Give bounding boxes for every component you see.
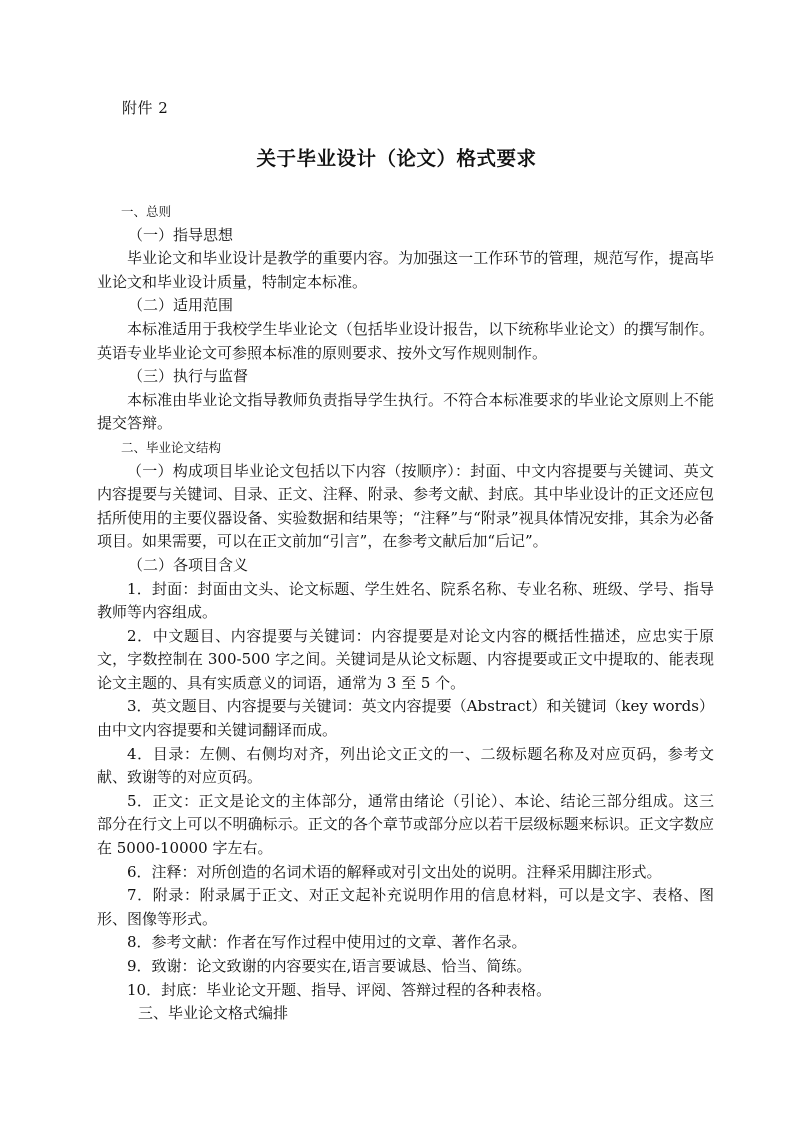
paragraph-guiding-idea: 毕业论文和毕业设计是教学的重要内容。为加强这一工作环节的管理，规范写作，提高毕业论文和毕业设计质量，特制定本标准。 bbox=[97, 249, 714, 291]
list-item: 6．注释：对所创造的名词术语的解释或对引文出处的说明。注释采用脚注形式。 bbox=[127, 862, 662, 881]
subheading-guiding-idea: （一）指导思想 bbox=[128, 225, 234, 244]
list-item: 4．目录：左侧、右侧均对齐，列出论文正文的一、二级标题名称及对应页码，参考文献、致谢等的对应页码。 bbox=[97, 744, 714, 787]
list-item: 9．致谢：论文致谢的内容要实在,语言要诚恳、恰当、简练。 bbox=[127, 957, 532, 975]
subheading-scope: （二）适用范围 bbox=[128, 296, 234, 315]
paragraph-supervision: 本标准由毕业论文指导教师负责指导学生执行。不符合本标准要求的毕业论文原则上不能提交答辩。 bbox=[97, 390, 714, 433]
section-heading-format: 三、毕业论文格式编排 bbox=[138, 1004, 289, 1023]
list-item: 2．中文题目、内容提要与关键词：内容提要是对论文内容的概括性描述，应忠实于原文，字数控制在 300-500 字之间。关键词是从论文标题、内容提要或正文中提取的、能表现论文主题的、具有实质意义的词语，通常为 3 至 5 个。 bbox=[97, 626, 714, 692]
subheading-item-meanings: （二）各项目含义 bbox=[128, 555, 249, 574]
section-heading-structure: 二、毕业论文结构 bbox=[121, 439, 222, 455]
paragraph-scope: 本标准适用于我校学生毕业论文（包括毕业设计报告，以下统称毕业论文）的撰写制作。英语专业毕业论文可参照本标准的原则要求、按外文写作规则制作。 bbox=[97, 319, 714, 362]
list-item: 3．英文题目、内容提要与关键词：英文内容提要（Abstract）和关键词（key words）由中文内容提要和关键词翻译而成。 bbox=[97, 697, 714, 740]
list-item: 8．参考文献：作者在写作过程中使用过的文章、著作名录。 bbox=[127, 933, 527, 952]
list-item: 1．封面：封面由文头、论文标题、学生姓名、院系名称、专业名称、班级、学号、指导教师等内容组成。 bbox=[97, 579, 714, 622]
section-heading-general: 一、总则 bbox=[121, 204, 172, 219]
page-title: 关于毕业设计（论文）格式要求 bbox=[256, 147, 537, 170]
attachment-label: 附件 2 bbox=[122, 99, 169, 117]
subheading-supervision: （三）执行与监督 bbox=[128, 367, 249, 386]
list-item: 7．附录：附录属于正文、对正文起补充说明作用的信息材料，可以是文字、表格、图形、图像等形式。 bbox=[97, 886, 714, 928]
paragraph-components: （一）构成项目毕业论文包括以下内容（按顺序）：封面、中文内容提要与关键词、英文内容提要与关键词、目录、正文、注释、附录、参考文献、封底。其中毕业设计的正文还应包括所使用的主要仪器设备、实验数据和结果等；“注释”与“附录”视具体情况安排，其余为必备项目。如果需要，可以在正文前加“引言”，在参考文献后加“后记”。 bbox=[97, 461, 714, 551]
list-item: 10．封底：毕业论文开题、指导、评阅、答辩过程的各种表格。 bbox=[127, 980, 552, 999]
list-item: 5．正文：正文是论文的主体部分，通常由绪论（引论）、本论、结论三部分组成。这三部分在行文上可以不明确标示。正文的各个章节或部分应以若干层级标题来标识。正文字数应在 5000-10000 字左右。 bbox=[97, 791, 714, 858]
document-body bbox=[97, 200, 714, 1026]
